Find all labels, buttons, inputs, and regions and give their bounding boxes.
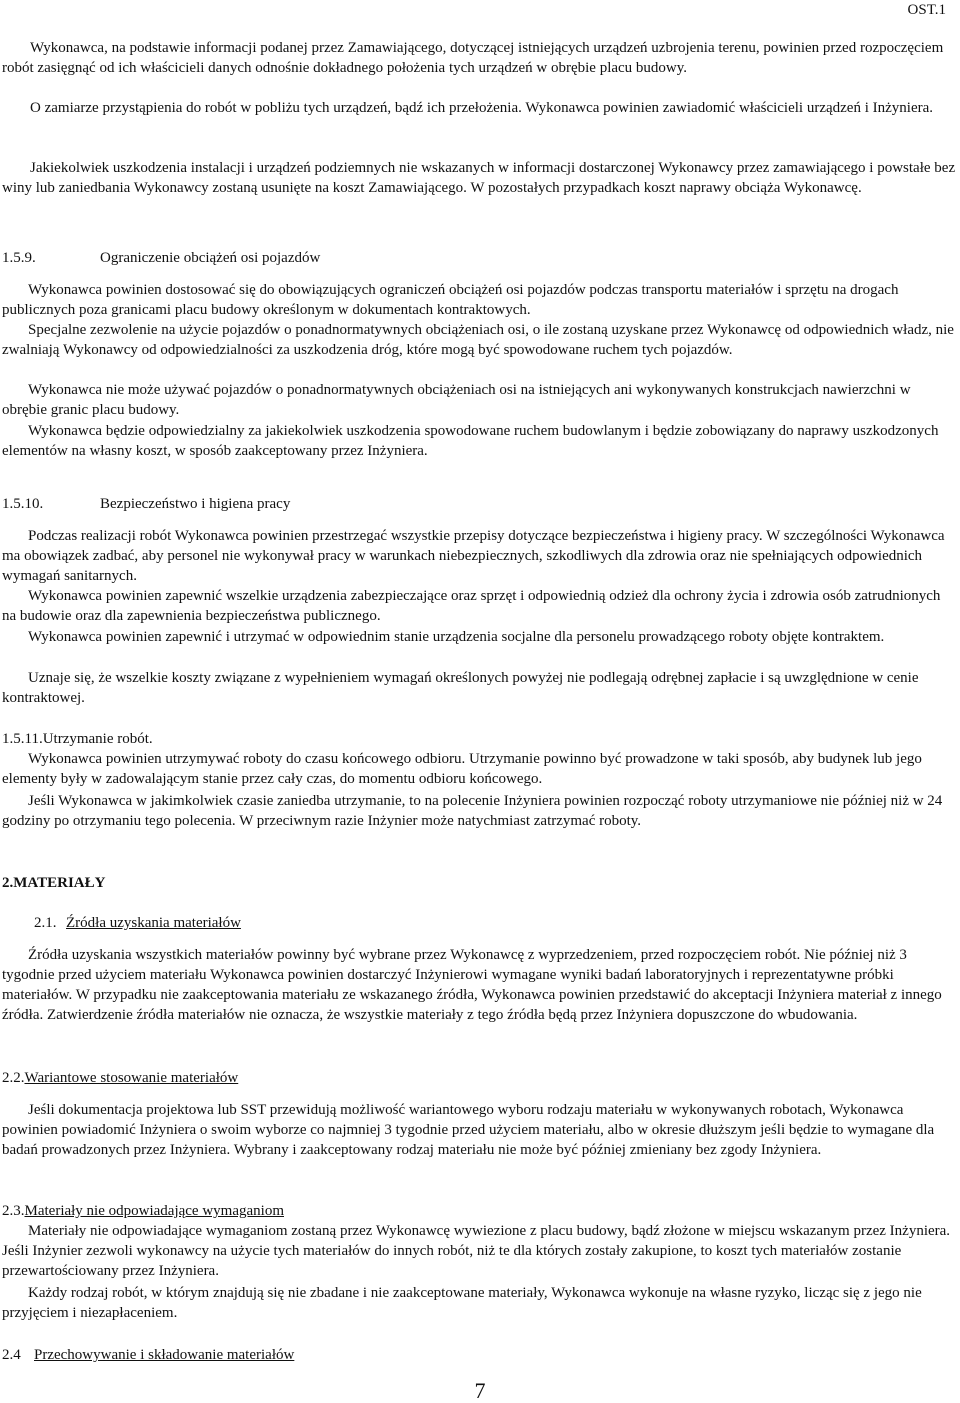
paragraph: Wykonawca nie może używać pojazdów o ponadnormatywnych obciążeniach osi na istniejących ani wykonywanych konstrukcjach nawierzchni w obrębie granic placu budowy. bbox=[2, 382, 911, 418]
section-number: 2.1. bbox=[34, 915, 57, 931]
paragraph: Wykonawca powinien zapewnić i utrzymać w odpowiednim stanie urządzenia socjalne dla personelu prowadzącego roboty objęte kontraktem. bbox=[28, 629, 885, 645]
section-title: Źródła uzyskania materiałów bbox=[66, 915, 241, 931]
paragraph: Uznaje się, że wszelkie koszty związane z wypełnieniem wymagań określonych powyżej nie podlegają odrębnej zapłacie i są uwzględnione w cenie kontraktowej. bbox=[2, 670, 919, 706]
paragraph: Każdy rodzaj robót, w którym znajdują się nie zbadane i nie zaakceptowane materiały, Wykonawca wykonuje na własne ryzyko, licząc się z jego nie przyjęciem i niezapłaceniem. bbox=[2, 1285, 922, 1321]
paragraph: Źródła uzyskania wszystkich materiałów powinny być wybrane przez Wykonawcę z wyprzedzeniem, przed rozpoczęciem robót. Nie później niż 3 tygodnie przed użyciem materiału Wykonawca powinien dostarczyć Inżynierowi wymagane wyniki badań laboratoryjnych i reprezentatywne próbki materiałów. W przypadku nie zaakceptowania materiału ze wskazanego źródła, Wykonawca powinien przedstawić do akceptacji Inżyniera materiał z innego źródła. Zatwierdzenie źródła materiałów nie oznacza, że wszystkie materiały z tego źródła będą przez Inżyniera dopuszczone do wbudowania. bbox=[2, 947, 942, 1023]
paragraph: O zamiarze przystąpienia do robót w pobliżu tych urządzeń, bądź ich przełożenia. Wykonawca powinien zawiadomić właścicieli urządzeń i Inżyniera. bbox=[30, 100, 934, 116]
section-number: 1.5.10. bbox=[2, 496, 44, 512]
section-title: Ograniczenie obciążeń osi pojazdów bbox=[100, 250, 321, 266]
page-number: 7 bbox=[474, 1378, 486, 1403]
section-title: Przechowywanie i składowanie materiałów bbox=[34, 1347, 295, 1363]
section-heading bbox=[2, 248, 958, 268]
section-heading: 1.5.11.Utrzymanie robót. bbox=[2, 731, 153, 747]
paragraph: Wykonawca powinien dostosować się do obowiązujących ograniczeń obciążeń osi pojazdów podczas transportu materiałów i sprzętu na drogach publicznych poza granicami placu budowy określonym w dokumentach kontraktowych. bbox=[2, 282, 899, 318]
paragraph: Jakiekolwiek uszkodzenia instalacji i urządzeń podziemnych nie wskazanych w informacji dostarczonej Wykonawcy przez zamawiającego i powstałe bez winy lub zaniedbania Wykonawcy zostaną usunięte na koszt Zamawiającego. W pozostałych przypadkach koszt naprawy obciąża Wykonawcę. bbox=[2, 160, 956, 196]
paragraph: Jeśli dokumentacja projektowa lub SST przewidują możliwość wariantowego wyboru rodzaju materiału w wykonywanych robotach, Wykonawca powinien powiadomić Inżyniera o swoim wyborze co najmniej 3 tygodnie przed użyciem materiału, albo w okresie dłuższym jeśli będzie to wymagane dla badań prowadzonych przez Inżyniera. Wybrany i zaakceptowany rodzaj materiału nie może być później zmieniany bez zgody Inżyniera. bbox=[2, 1102, 935, 1158]
section-number: 2.4 bbox=[2, 1347, 21, 1363]
paragraph: Wykonawca powinien zapewnić wszelkie urządzenia zabezpieczające oraz sprzęt i odpowiednią odzież dla ochrony życia i zdrowia osób zatrudnionych na budowie oraz dla zapewnienia bezpieczeństwa publicznego. bbox=[2, 588, 941, 624]
section-heading bbox=[2, 1201, 958, 1221]
paragraph: Jeśli Wykonawca w jakimkolwiek czasie zaniedba utrzymanie, to na polecenie Inżyniera powinien rozpocząć roboty utrzymaniowe nie później niż w 24 godziny po otrzymaniu tego polecenia. W przeciwnym razie Inżynier może natychmiast zatrzymać roboty. bbox=[2, 793, 943, 829]
paragraph: Wykonawca będzie odpowiedzialny za jakiekolwiek uszkodzenia spowodowane ruchem budowlanym i będzie zobowiązany do naprawy uszkodzonych elementów na własny koszt, w sposób zaakceptowany przez Inżyniera. bbox=[2, 423, 939, 459]
section-number: 1.5.9. bbox=[2, 250, 36, 266]
section-number: 2.2. bbox=[2, 1070, 25, 1086]
section-title: Wariantowe stosowanie materiałów bbox=[24, 1070, 239, 1086]
section-heading bbox=[2, 494, 958, 514]
paragraph: Wykonawca, na podstawie informacji podanej przez Zamawiającego, dotyczącej istniejących urządzeń uzbrojenia terenu, powinien przed rozpoczęciem robót zasięgnąć od ich właścicieli danych odnośnie dokładnego położenia tych urządzeń w obrębie placu budowy. bbox=[2, 40, 944, 76]
paragraph: Podczas realizacji robót Wykonawca powinien przestrzegać wszystkie przepisy dotyczące bezpieczeństwa i higieny pracy. W szczególności Wykonawca ma obowiązek zadbać, aby personel nie wykonywał pracy w warunkach niebezpiecznych, szkodliwych dla zdrowia oraz nie spełniających odpowiednich wymagań sanitarnych. bbox=[2, 528, 945, 584]
section-number: 2.3. bbox=[2, 1203, 25, 1219]
section-heading bbox=[2, 1068, 958, 1088]
section-heading bbox=[2, 1345, 958, 1365]
paragraph: Wykonawca powinien utrzymywać roboty do czasu końcowego odbioru. Utrzymanie powinno być prowadzone w taki sposób, aby budynek lub jego elementy były w zadowalającym stanie przez cały czas, do momentu odbioru końcowego. bbox=[2, 751, 922, 787]
document-code: OST.1 bbox=[907, 2, 946, 18]
section-title: Bezpieczeństwo i higiena pracy bbox=[100, 496, 291, 512]
paragraph: Specjalne zezwolenie na użycie pojazdów o ponadnormatywnych obciążeniach osi, o ile zostaną uzyskane przez Wykonawcę od odpowiednich władz, nie zwalniają Wykonawcy od odpowiedzialności za uszkodzenia dróg, które mogą być spowodowane ruchem tych pojazdów. bbox=[2, 322, 954, 358]
chapter-heading: 2.MATERIAŁY bbox=[2, 875, 106, 891]
section-title: Materiały nie odpowiadające wymaganiom bbox=[24, 1203, 284, 1219]
paragraph: Materiały nie odpowiadające wymaganiom zostaną przez Wykonawcę wywiezione z placu budowy, bądź złożone w miejscu wskazanym przez Inżyniera. Jeśli Inżynier zezwoli wykonawcy na użycie tych materiałów do innych robót, niż te dla których zostały zakupione, to koszt tych materiałów zostanie przewartościowany przez Inżyniera. bbox=[2, 1223, 951, 1279]
section-heading bbox=[34, 913, 934, 933]
